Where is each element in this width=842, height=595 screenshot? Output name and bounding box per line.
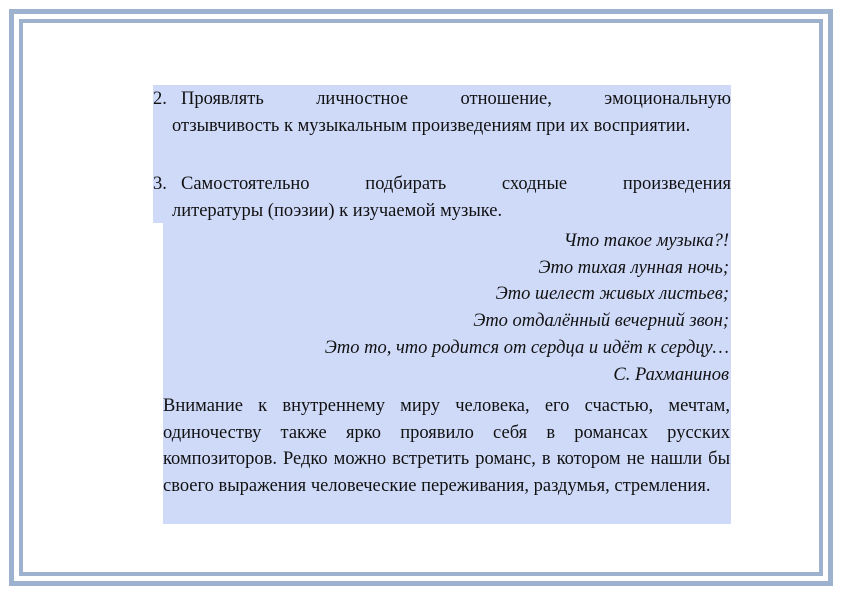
body-paragraph: Внимание к внутреннему миру человека, его счастью, мечтам, одиночеству также ярко проявило себя в романсах русских композиторов. Редко можно встретить романс, в котором не нашли бы своего выражения человеческие переживания, раздумья, стремления.	[163, 396, 730, 496]
list-number: 2.	[153, 89, 167, 109]
list-item-2	[153, 86, 731, 139]
list-number: 3.	[153, 174, 167, 194]
list-item-first-line: Проявлять личностное отношение, эмоциональную	[181, 89, 731, 109]
list-item-continuation: литературы (поэзии) к изучаемой музыке.	[172, 200, 503, 221]
poem-line: Это шелест живых листьев;	[495, 284, 729, 305]
list-item-continuation: отзывчивость к музыкальным произведениям при их восприятии.	[172, 115, 691, 136]
poem-line: Что такое музыка?!	[563, 231, 729, 251]
poem-line: Это отдалённый вечерний звон;	[473, 311, 729, 332]
list-item-3	[153, 171, 731, 224]
poem-line: Это то, что родится от сердца и идёт к сердцу…	[324, 337, 729, 358]
poem-author: С. Рахманинов	[613, 364, 729, 385]
poem-line: Это тихая лунная ночь;	[538, 257, 729, 278]
poem-epigraph	[163, 228, 729, 388]
list-item-first-line: Самостоятельно подбирать сходные произведения	[181, 174, 731, 194]
